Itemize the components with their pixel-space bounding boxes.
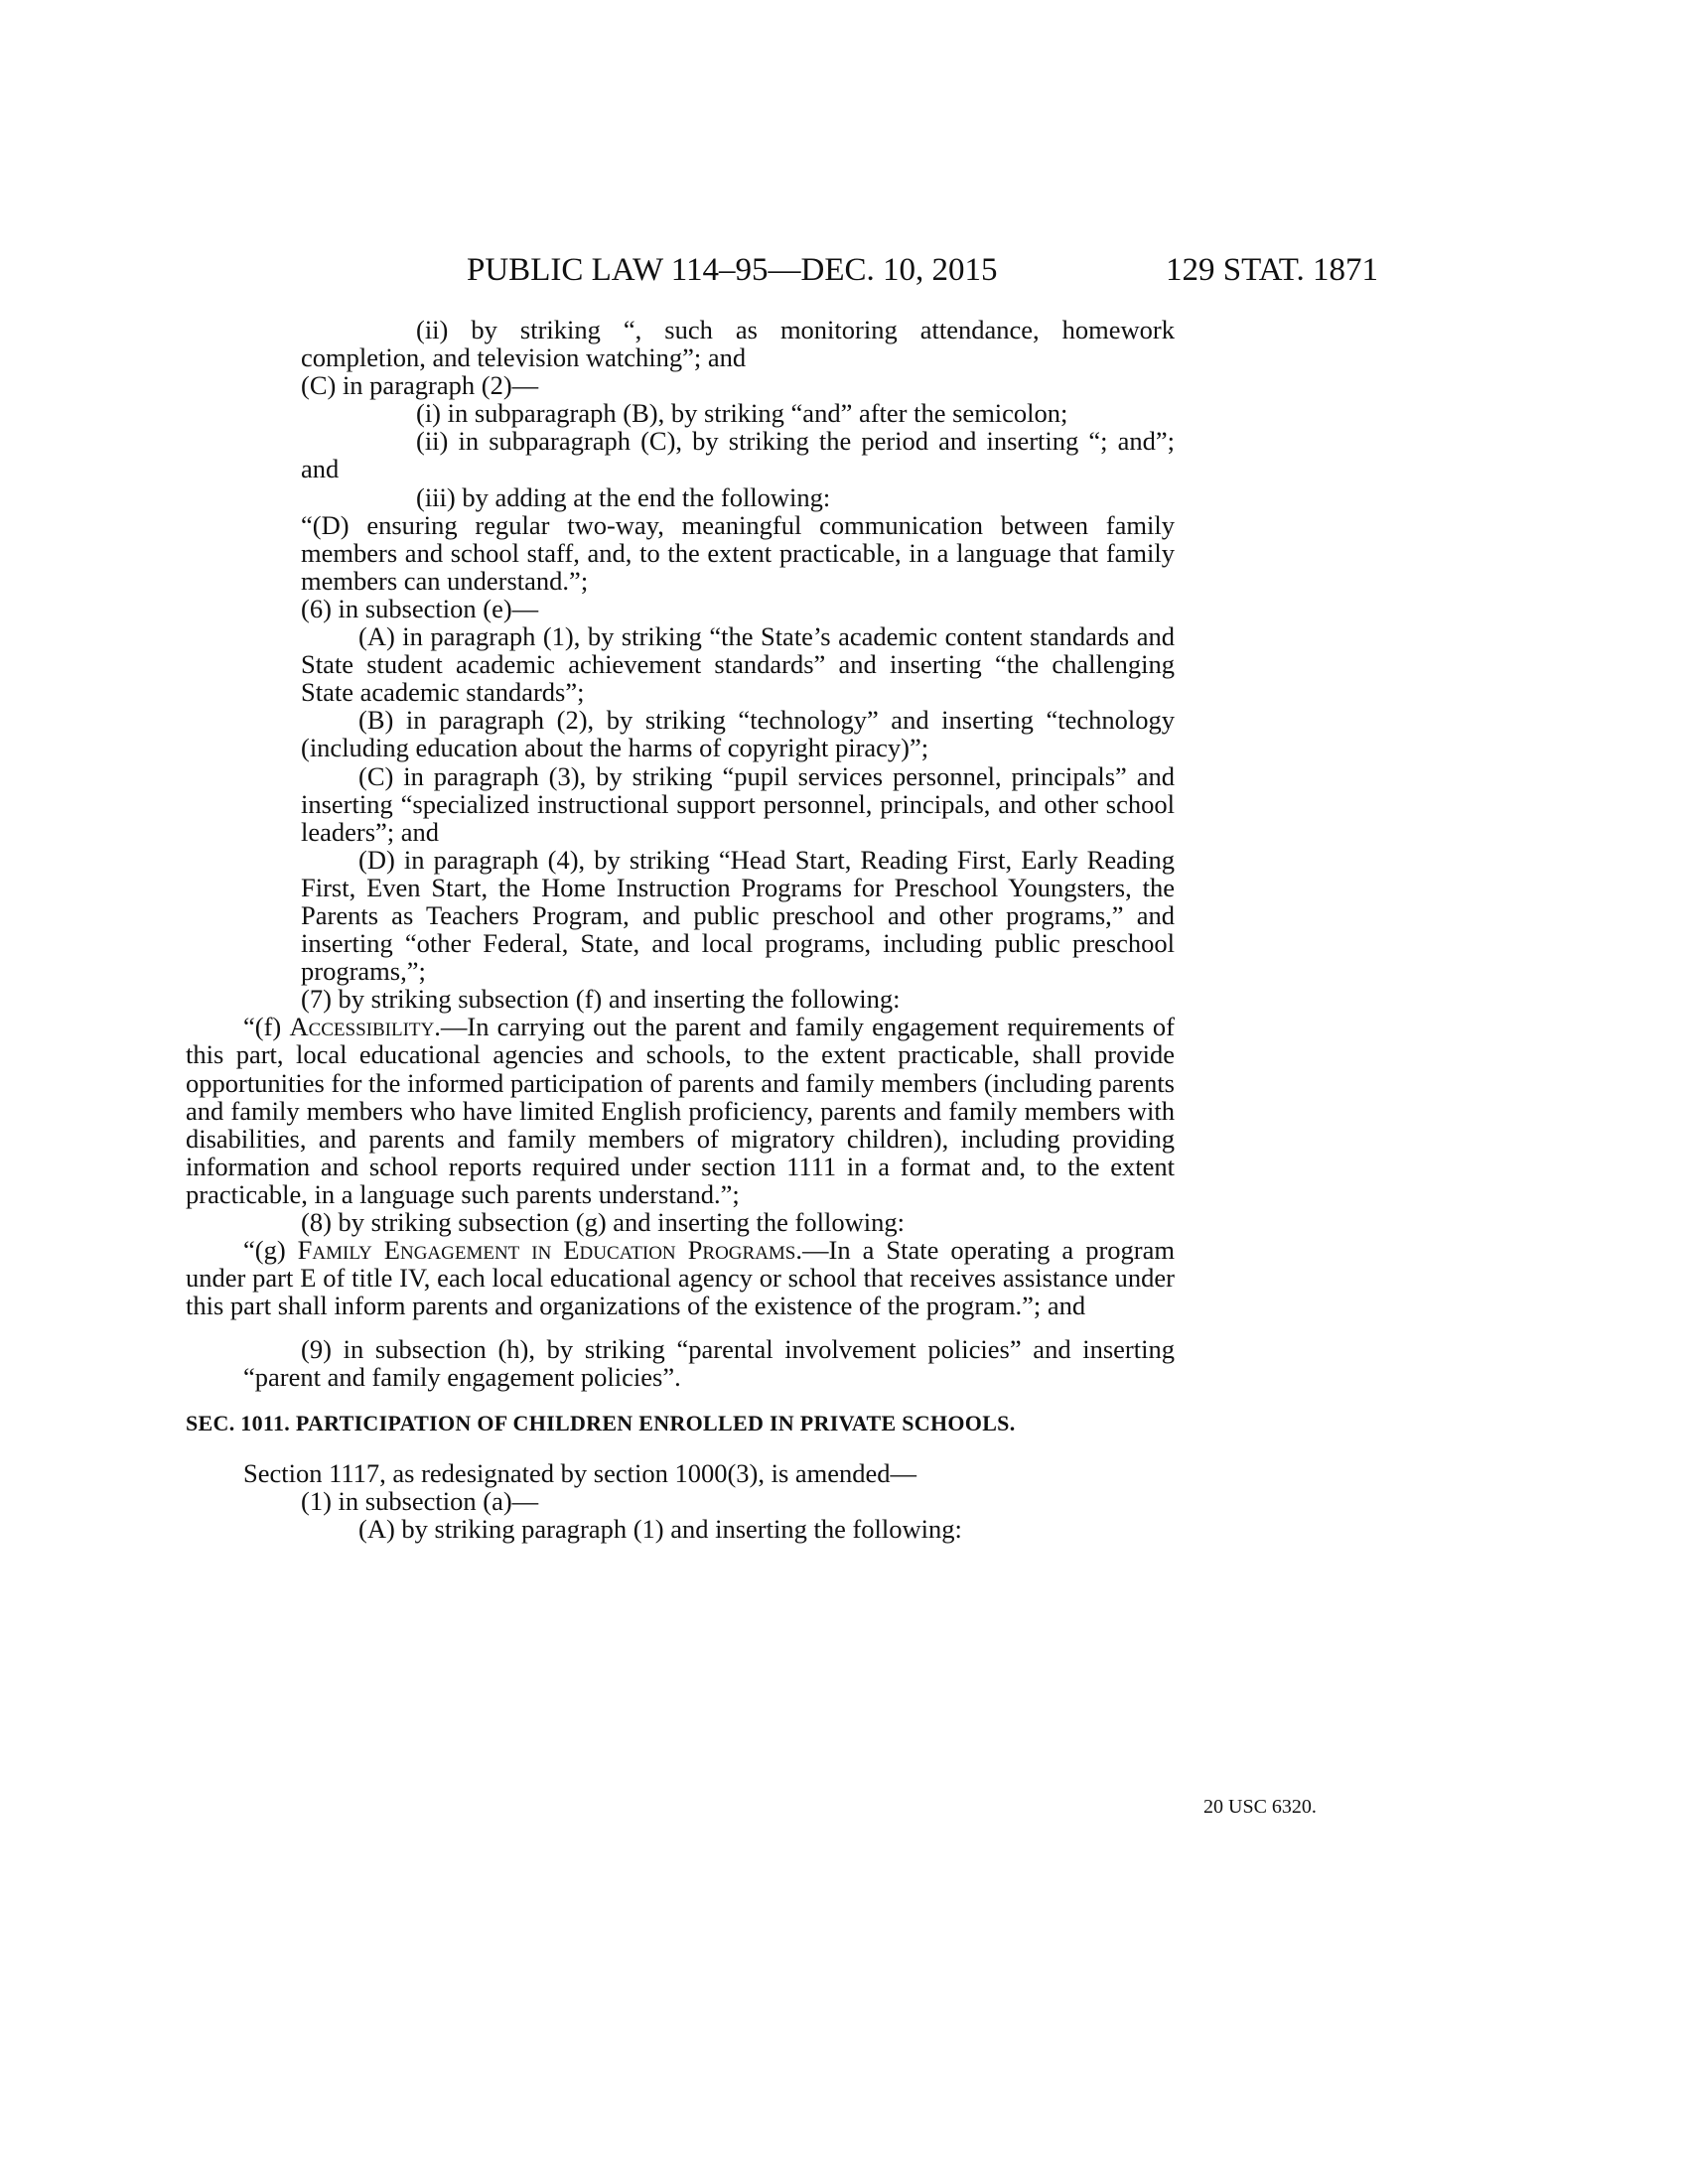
clause-ii-subparagraph-c: (ii) in subparagraph (C), by striking the period and inserting “; and”; and: [301, 426, 1175, 484]
inserted-subparagraph-d: “(D) ensuring regular two-way, meaningful communication between family members and school staff, and, to the extent practicable, in a language that family members can understand.”;: [301, 509, 1175, 596]
statute-page-number: 129 STAT. 1871: [1165, 252, 1378, 288]
inserted-subsection-f: [186, 1013, 1175, 1208]
section-1011-item-a: (A) by striking paragraph (1) and inserting the following:: [358, 1513, 962, 1544]
subsection-g-open: “(g): [243, 1235, 298, 1266]
item-a-text: (A) in paragraph (1), by striking “the State’s academic content standards and State student academic achievement standards” and inserting “the challenging State academic standards”;: [301, 621, 1175, 708]
section-1011-heading: SEC. 1011. PARTICIPATION OF CHILDREN ENROLLED IN PRIVATE SCHOOLS.: [186, 1410, 1016, 1435]
document-body: [186, 315, 1175, 1544]
section-1011-item-1: (1) in subsection (a)—: [301, 1485, 539, 1516]
item-a-paragraph-1: [301, 622, 1175, 706]
page-header: [467, 248, 1378, 292]
item-8-subsection-g: (8) by striking subsection (g) and inserting the following:: [301, 1207, 905, 1237]
section-1011-intro: Section 1117, as redesignated by section 1000(3), is amended—: [243, 1457, 917, 1488]
subparagraph-c-paragraph-2: (C) in paragraph (2)—: [301, 370, 539, 401]
usc-margin-note: 20 USC 6320.: [1203, 1796, 1317, 1818]
public-law-citation: PUBLIC LAW 114–95—DEC. 10, 2015: [467, 252, 998, 288]
item-b-text: (B) in paragraph (2), by striking “technology” and inserting “technology (including education about the harms of copyright piracy)”;: [301, 705, 1175, 763]
clause-ii-striking: (ii) by striking “, such as monitoring attendance, homework completion, and television watching”; and: [301, 315, 1175, 373]
item-c-text: (C) in paragraph (3), by striking “pupil services personnel, principals” and inserting “specialized instructional support personnel, principals, and other school leaders”; and: [301, 760, 1175, 847]
clause-iii-adding: (iii) by adding at the end the following:: [416, 481, 831, 512]
item-c-paragraph-3: [301, 762, 1175, 846]
item-6-subsection-e: (6) in subsection (e)—: [301, 593, 539, 623]
item-b-paragraph-2: [301, 706, 1175, 761]
subsection-f-text: .—In carrying out the parent and family engagement requirements of this part, local educational agencies and schools, to the extent practicable, shall provide opportunities for the informed participation of parents and family members (including parents and family members who have limited English proficiency, parents and family members with disabilities, and parents and family members of migratory children), including providing information and school reports required under section 1111 in a format and, to the extent practicable, in a language such parents understand.”;: [186, 1012, 1175, 1209]
item-9-subsection-h: (9) in subsection (h), by striking “parental involvement policies” and inserting “parent and family engagement policies”.: [243, 1334, 1175, 1393]
subsection-g-heading: Family Engagement in Education Programs: [297, 1235, 796, 1266]
subsection-f-open: “(f): [243, 1012, 290, 1042]
item-d-text: (D) in paragraph (4), by striking “Head Start, Reading First, Early Reading First, Even Start, the Home Instruction Programs for Preschool Youngsters, the Parents as Teachers Program, and public preschool and other programs,” and inserting “other Federal, State, and local programs, including public preschool programs,”;: [301, 844, 1175, 987]
clause-i-subparagraph-b: (i) in subparagraph (B), by striking “and” after the semicolon;: [416, 398, 1068, 429]
subsection-f-heading: Accessibility: [289, 1012, 435, 1042]
item-7-subsection-f: (7) by striking subsection (f) and inserting the following:: [301, 984, 901, 1015]
inserted-subsection-g: [186, 1236, 1175, 1319]
subsection-g-text: .—In a State operating a program under part E of title IV, each local educational agency or school that receives assistance under this part shall inform parents and organizations of the existence of the program.”; and: [186, 1235, 1175, 1321]
item-d-paragraph-4: [301, 846, 1175, 985]
